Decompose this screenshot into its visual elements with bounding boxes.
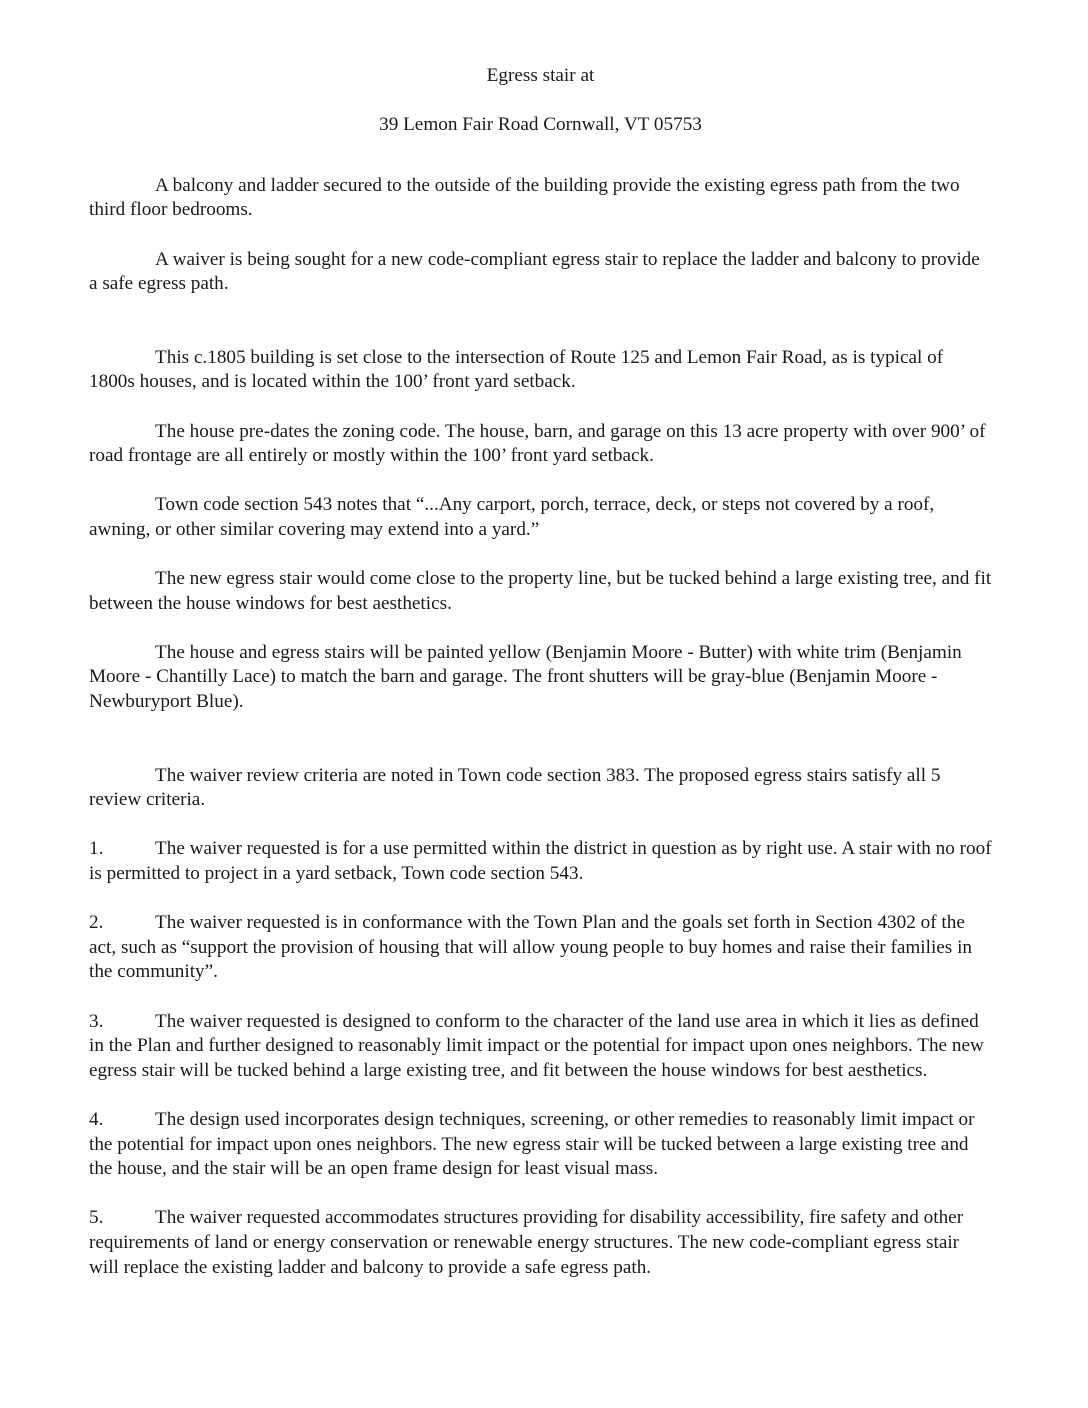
criterion-text: The waiver requested is in conformance with the Town Plan and the goals set forth in Section 4302 of the act, such as “support the provision of housing that will allow young people to buy homes and raise their families in the community”. — [89, 912, 972, 983]
paragraph-building-location: This c.1805 building is set close to the intersection of Route 125 and Lemon Fair Road, as is typical of 1800s houses, and is located within the 100’ front yard setback. — [89, 346, 944, 393]
criterion-text: The waiver requested is designed to conform to the character of the land use area in which it lies as defined in the Plan and further designed to reasonably limit impact or the potential for impact upon ones neighbors. The new egress stair will be tucked behind a large existing tree, and fit between the house windows for best aesthetics. — [89, 1010, 984, 1081]
criterion-item — [89, 1108, 992, 1182]
criterion-item — [89, 1010, 992, 1084]
paragraph-stair-placement: The new egress stair would come close to the property line, but be tucked behind a large existing tree, and fit between the house windows for best aesthetics. — [89, 568, 992, 614]
paragraph-existing-egress: A balcony and ladder secured to the outside of the building provide the existing egress path from the two third floor bedrooms. — [89, 174, 960, 221]
paragraph-waiver-sought: A waiver is being sought for a new code-compliant egress stair to replace the ladder and balcony to provide a safe egress path. — [89, 248, 980, 295]
criterion-number: 1. — [89, 838, 104, 860]
paragraph-paint-colors: The house and egress stairs will be painted yellow (Benjamin Moore - Butter) with white trim (Benjamin Moore - Chantilly Lace) to match the barn and garage. The front shutters will be gray-blue (Benjamin Moore - Newburyport Blue). — [89, 641, 962, 713]
document-address: 39 Lemon Fair Road Cornwall, VT 05753 — [379, 114, 702, 136]
criterion-number: 4. — [89, 1108, 104, 1130]
document-page — [89, 64, 992, 1280]
document-title: Egress stair at — [486, 65, 595, 86]
criterion-number: 5. — [89, 1207, 104, 1229]
paragraph-review-criteria: The waiver review criteria are noted in Town code section 383. The proposed egress stairs satisfy all 5 review criteria. — [89, 764, 941, 811]
criterion-text: The waiver requested is for a use permitted within the district in question as by right use. A stair with no roof is permitted to project in a yard setback, Town code section 543. — [89, 838, 992, 885]
criterion-number: 3. — [89, 1010, 104, 1032]
criterion-item — [89, 837, 992, 886]
criterion-text: The design used incorporates design techniques, screening, or other remedies to reasonably limit impact or the potential for impact upon ones neighbors. The new egress stair will be tucked between a large existing tree and the house, and the stair will be an open frame design for least visual mass. — [89, 1108, 975, 1180]
criterion-item — [89, 1206, 992, 1280]
paragraph-zoning-code: The house pre-dates the zoning code. The house, barn, and garage on this 13 acre property with over 900’ of road frontage are all entirely or mostly within the 100’ front yard setback. — [89, 420, 986, 467]
criterion-number: 2. — [89, 912, 104, 934]
criterion-item — [89, 911, 992, 985]
paragraph-town-code-543: Town code section 543 notes that “...Any carport, porch, terrace, deck, or steps not covered by a roof, awning, or other similar covering may extend into a yard.” — [89, 494, 935, 540]
criterion-text: The waiver requested accommodates structures providing for disability accessibility, fire safety and other requirements of land or energy conservation or renewable energy structures. The new code-compliant egress stair will replace the existing ladder and balcony to provide a safe egress path. — [89, 1207, 964, 1278]
